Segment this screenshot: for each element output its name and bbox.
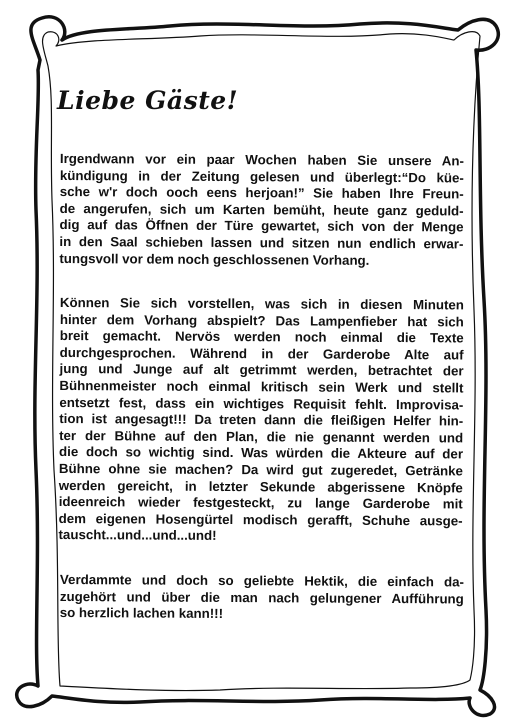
- text-line: Bühnenmeister noch einmal kritisch sein Werk und stellt: [59, 377, 464, 396]
- text-line: Bühne ohne sie machen? Da wird gut zugeredet, Getränke: [58, 460, 463, 479]
- text-line: kündigung in der Zeitung gelesen und überlegt:“Do küe-: [59, 167, 464, 186]
- text-line: dem eigenen Hosengürtel modisch gerafft, Schuhe ausge-: [58, 510, 463, 529]
- text-line: werden gereicht, in letzter Sekunde abgerissene Knöpfe: [58, 477, 463, 495]
- text-line: ideenreich wieder festgesteckt, zu lange Garderobe mit: [58, 494, 463, 512]
- text-line: tungsvoll vor dem noch geschlossenen Vorhang.: [59, 250, 370, 268]
- text-line: durchgesprochen. Während in der Garderobe Alte auf: [59, 344, 464, 363]
- paragraph-1: [59, 151, 464, 270]
- text-line: entsetzt fest, dass ein wichtiges Requisit fehlt. Improvisa-: [59, 394, 464, 413]
- text-line: jung und Junge auf alt getrimmt werden, betrachtet der: [59, 361, 464, 379]
- text-line: zugehört und über die man nach gelungener Aufführung: [59, 588, 464, 607]
- text-line: breit gemacht. Nervös werden noch einmal die Texte: [59, 328, 464, 346]
- text-line: Irgendwann vor ein paar Wochen haben Sie unsere An-: [59, 151, 464, 169]
- paragraph-2: [58, 295, 464, 546]
- text-line: in den Saal schieben lassen und sitzen nun endlich erwar-: [59, 233, 464, 252]
- paragraph-3: [60, 572, 464, 624]
- text-line: tauscht...und...und...und!: [58, 527, 217, 544]
- text-line: Verdammte und doch so geliebte Hektik, die einfach da-: [59, 572, 464, 590]
- text-line: so herzlich lachen kann!!!: [59, 605, 224, 622]
- text-line: die doch so wichtig sind. Was würden die Akteure auf der: [58, 444, 464, 462]
- text-line: de angerufen, sich um Karten bemüht, heute ganz geduld-: [59, 200, 464, 219]
- text-line: dig auf das Öffnen der Türe gewartet, sich von der Menge: [59, 217, 464, 235]
- text-line: sche w'r doch ooch eens herjoan!” Sie haben Ihre Freun-: [59, 184, 464, 202]
- greeting-title: Liebe Gäste!: [57, 86, 239, 115]
- text-line: hinter dem Vorhang abspielt? Das Lampenfieber hat sich: [59, 311, 464, 330]
- text-line: tion ist angesagt!!! Da treten dann die fleißigen Helfer hin-: [59, 411, 464, 429]
- text-line: Können Sie sich vorstellen, was sich in diesen Minuten: [59, 295, 464, 313]
- text-line: ter der Bühne auf den Plan, die nie genannt werden und: [59, 427, 464, 446]
